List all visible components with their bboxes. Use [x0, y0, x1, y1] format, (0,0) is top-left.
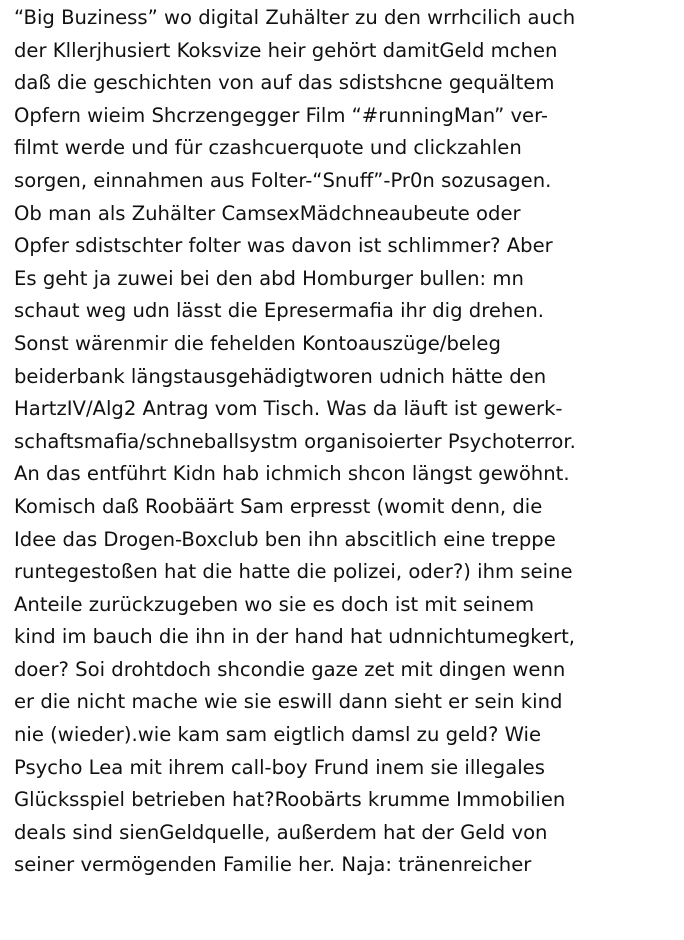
text-line: Psycho Lea mit ihrem call-boy Frund inem sie illegales: [14, 755, 545, 779]
text-line: beiderbank längstausgehädigtworen udnich hätte den: [14, 364, 547, 388]
text-line: “Big Buziness” wo digital Zuhälter zu den wrrhcilich auch: [14, 6, 576, 29]
text-line: kind im bauch die ihn in der hand hat udnnichtumegkert,: [14, 625, 575, 649]
text-line: doer? Soi drohtdoch shcondie gaze zet mit dingen wenn: [14, 657, 566, 681]
text-line: Opfer sdistschter folter was davon ist schlimmer? Aber: [14, 234, 553, 258]
text-line: schaftsmafia/schneballsystm organisoierter Psychoterror.: [14, 429, 576, 453]
text-line: HartzIV/Alg2 Antrag vom Tisch. Was da läuft ist gewerk-: [14, 397, 563, 421]
text-line: An das entführt Kidn hab ichmich shcon längst gewöhnt.: [14, 462, 570, 486]
text-line: deals sind sienGeldquelle, außerdem hat der Geld von: [14, 820, 548, 844]
text-line: Anteile zurückzugeben wo sie es doch ist mit seinem: [14, 592, 535, 616]
text-line: daß die geschichten von auf das sdistshcne gequältem: [14, 71, 555, 95]
text-line: Komisch daß Roobäärt Sam erpresst (womit denn, die: [14, 494, 543, 518]
text-line: Sonst wärenmir die fehelden Kontoauszüge/beleg: [14, 331, 501, 355]
text-line: runtegestoßen hat die hatte die polizei, oder?) ihm seine: [14, 560, 573, 584]
text-line: Ob man als Zuhälter CamsexMädchneaubeute oder: [14, 201, 521, 225]
text-line: der Kllerjhusiert Koksvize heir gehört damitGeld mchen: [14, 38, 558, 62]
text-line: Glücksspiel betrieben hat?Roobärts krumme Immobilien: [14, 788, 566, 812]
text-line: seiner vermögenden Familie her. Naja: tränenreicher: [14, 853, 532, 877]
text-line: Idee das Drogen-Boxclub ben ihn abscitlich eine treppe: [14, 527, 556, 551]
text-line: nie (wieder).wie kam sam eigtlich damsl zu geld? Wie: [14, 723, 542, 747]
text-line: filmt werde und für czashcuerquote und clickzahlen: [14, 136, 522, 160]
text-line: Es geht ja zuwei bei den abd Homburger bullen: mn: [14, 266, 524, 290]
text-line: sorgen, einnahmen aus Folter-“Snuff”-Pr0n sozusagen.: [14, 168, 552, 192]
body-text: [14, 2, 682, 882]
text-line: schaut weg udn lässt die Epresermafia ihr dig drehen.: [14, 299, 544, 323]
text-line: er die nicht mache wie sie eswill dann sieht er sein kind: [14, 690, 563, 714]
text-line: Opfern wieim Shcrzengegger Film “#runningMan” ver-: [14, 103, 548, 127]
